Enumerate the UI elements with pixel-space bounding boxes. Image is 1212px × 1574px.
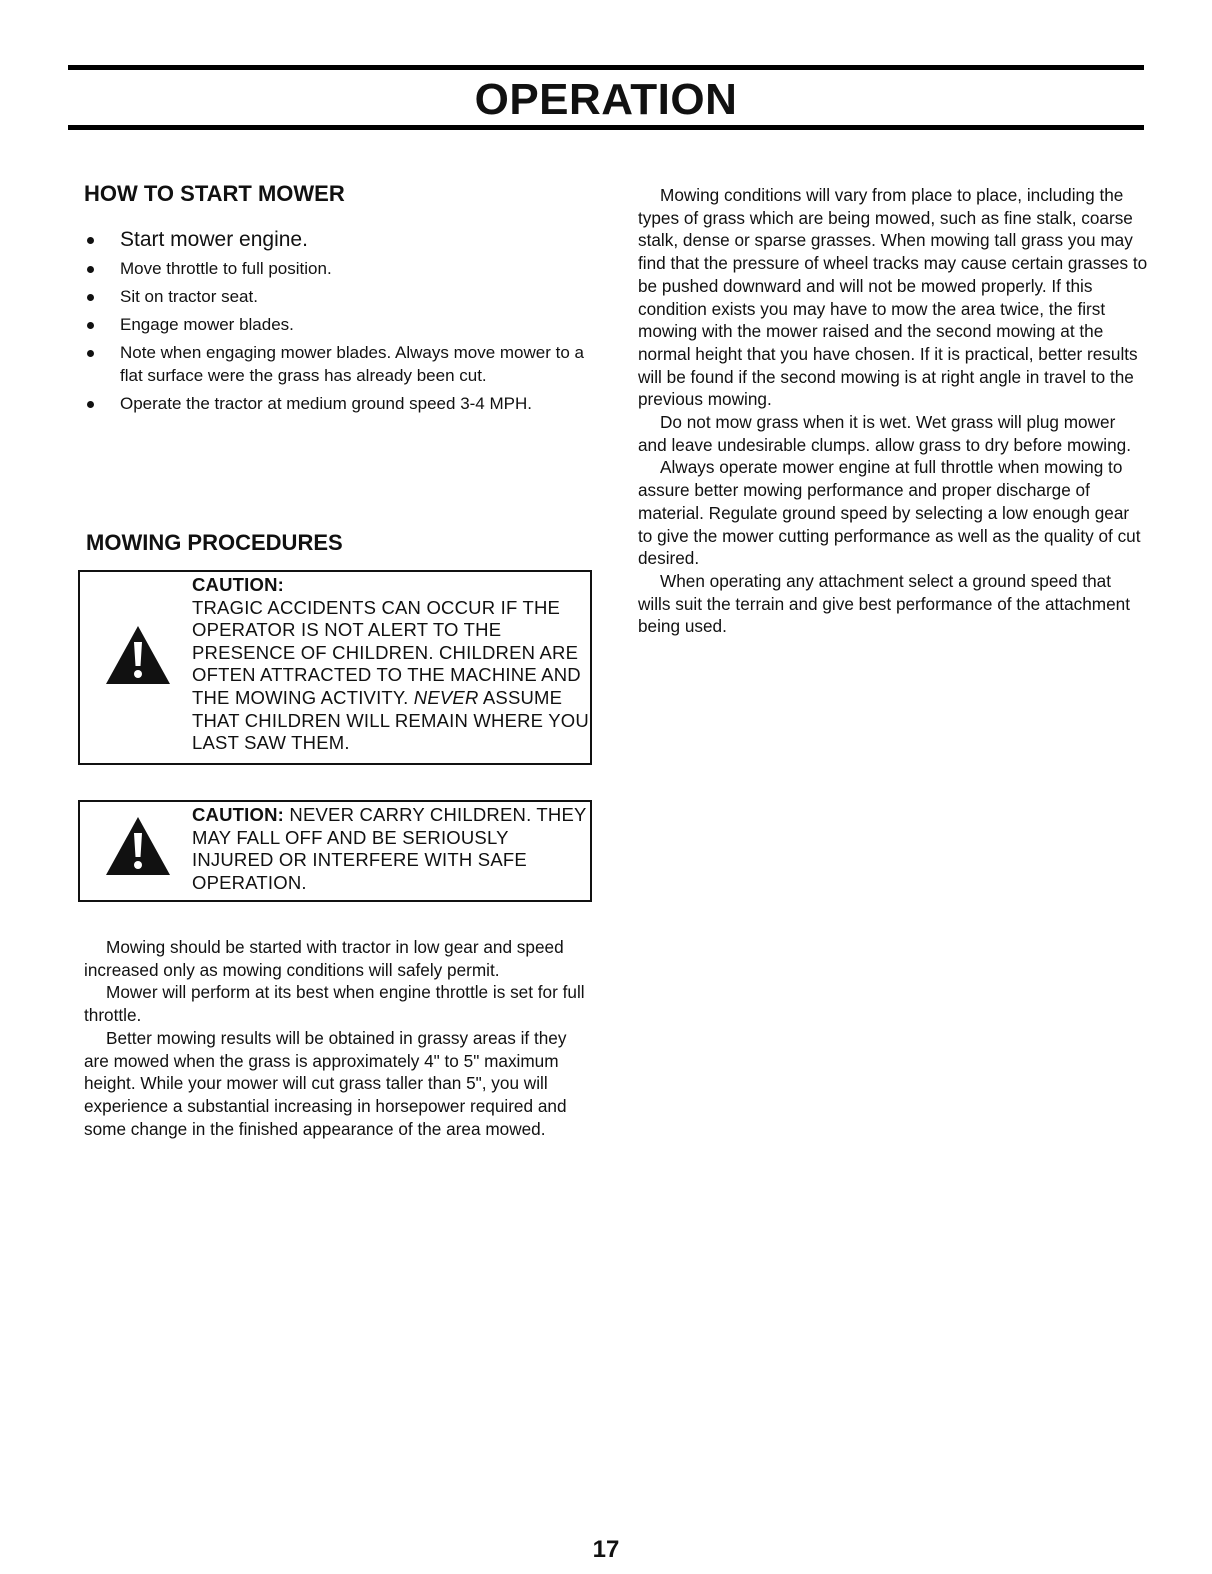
caution-never: NEVER (413, 686, 479, 708)
left-body-text (84, 936, 594, 1140)
paragraph: Do not mow grass when it is wet. Wet grass will plug mower and leave undesirable clumps. allow grass to dry before mowing. (638, 412, 1131, 455)
paragraph: Better mowing results will be obtained in grassy areas if they are mowed when the grass is approximately 4" to 5" maximum height. While your mower will cut grass taller than 5", you will experience a substantial increasing in horsepower required and some change in the finished appearance of the area mowed. (84, 1027, 567, 1139)
warning-triangle-icon (104, 624, 172, 686)
start-mower-heading: HOW TO START MOWER (84, 181, 345, 206)
warning-triangle-icon (104, 815, 172, 877)
mowing-procedures-heading: MOWING PROCEDURES (86, 530, 343, 555)
caution-label: CAUTION: (192, 804, 285, 825)
caution-body (192, 597, 592, 755)
list-item: Start mower engine. (84, 227, 584, 253)
header-rule-top (68, 65, 1144, 70)
caution-body-end: ASSUME THAT CHILDREN WILL REMAIN WHERE YOU LAST SAW THEM. (192, 686, 589, 754)
caution-label: CAUTION: (192, 574, 285, 595)
caution-box-children-alert (78, 570, 592, 765)
paragraph: Mowing should be started with tractor in low gear and speed increased only as mowing conditions will safely permit. (84, 937, 564, 980)
list-item: Sit on tractor seat. (84, 285, 584, 308)
caution-text (192, 574, 592, 755)
caution-text (192, 804, 592, 894)
caution-body-text: TRAGIC ACCIDENTS CAN OCCUR IF THE OPERATOR IS NOT ALERT TO THE PRESENCE OF CHILDREN. CHILDREN ARE OFTEN ATTRACTED TO THE MACHINE AND THE MOWING ACTIVITY. (192, 596, 581, 708)
header-rule-bottom (68, 125, 1144, 130)
start-steps-list (84, 227, 584, 420)
paragraph: Mowing conditions will vary from place to place, including the types of grass which are being mowed, such as fine stalk, coarse stalk, dense or sparse grasses. When mowing tall grass you may find that the pressure of wheel tracks may cause certain grasses to be pushed downward and will not be mowed properly. If this condition exists you may have to mow the area twice, the first mowing with the mower raised and the second mowing at the normal height that you have chosen. If it is practical, better results will be found if the second mowing is at right angle in travel to the previous mowing. (638, 185, 1148, 410)
caution-body-text: NEVER CARRY CHILDREN. THEY MAY FALL OFF AND BE SERIOUSLY INJURED OR INTERFERE WITH SAFE OPERATION. (192, 804, 587, 893)
list-item: Note when engaging mower blades. Always move mower to a flat surface were the grass has already been cut. (84, 341, 584, 387)
list-item: Move throttle to full position. (84, 257, 584, 280)
list-item: Engage mower blades. (84, 313, 584, 336)
paragraph: Mower will perform at its best when engine throttle is set for full throttle. (84, 982, 585, 1026)
right-column (638, 184, 1148, 638)
page-number: 17 (592, 1536, 620, 1563)
page-title: OPERATION (474, 75, 738, 124)
paragraph: When operating any attachment select a ground speed that wills suit the terrain and give best performance of the attachment being used. (638, 570, 1131, 637)
caution-box-carry-children (78, 800, 592, 902)
paragraph: Always operate mower engine at full throttle when mowing to assure better mowing performance and proper discharge of material. Regulate ground speed by selecting a low enough gear to give the mower cutting performance as well as the quality of cut desired. (638, 457, 1141, 569)
list-item: Operate the tractor at medium ground speed 3-4 MPH. (84, 392, 584, 415)
